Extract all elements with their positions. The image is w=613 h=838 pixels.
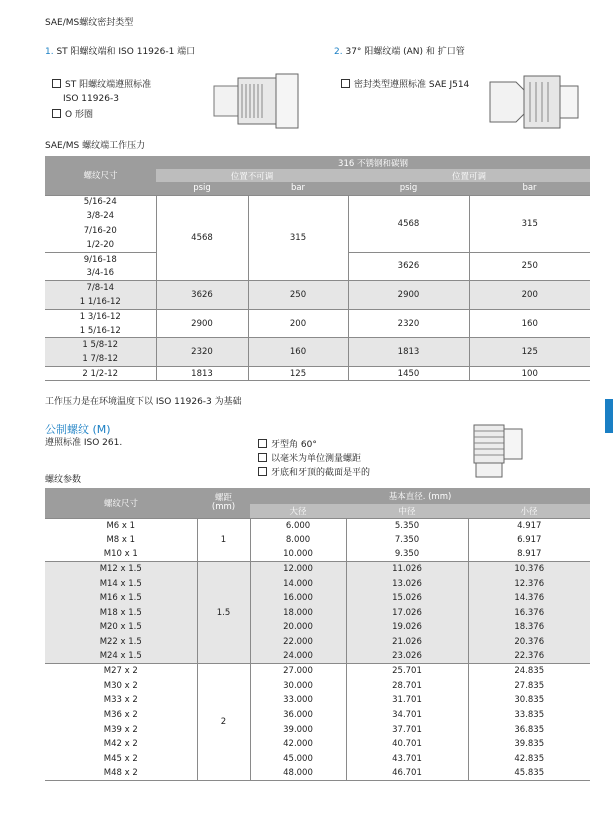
col-header-basic-diameter: 基本直径. (mm) bbox=[250, 488, 590, 504]
col-header-psig: psig bbox=[348, 182, 469, 195]
table-row: M36 x 2 36.000 34.701 33.835 bbox=[45, 708, 590, 723]
table-row: M42 x 2 42.000 40.701 39.835 bbox=[45, 737, 590, 752]
checkbox-icon bbox=[258, 467, 267, 476]
pitch-group-cell: 1 bbox=[197, 518, 250, 562]
params-title: 螺纹参数 bbox=[45, 475, 82, 485]
metric-fitting-illustration-icon bbox=[470, 423, 526, 479]
pressure-note: 工作压力是在环境温度下以 ISO 11926-3 为基础 bbox=[45, 397, 242, 407]
table-row: M18 x 1.5 18.000 17.026 16.376 bbox=[45, 606, 590, 621]
table-row: M24 x 1.5 24.000 23.026 22.376 bbox=[45, 649, 590, 664]
checkbox-icon bbox=[52, 79, 61, 88]
col-header-thread: 螺纹尺寸 bbox=[45, 156, 156, 195]
section2-option: 密封类型遵照标准 SAE J514 bbox=[341, 79, 469, 91]
table-row: M22 x 1.5 22.000 21.026 20.376 bbox=[45, 635, 590, 650]
section2-heading bbox=[334, 47, 465, 58]
metric-feature-3: 牙底和牙顶的截面是平的 bbox=[258, 467, 370, 479]
col-header-bar: bar bbox=[248, 182, 348, 195]
table-row: 3/8-24 bbox=[86, 211, 115, 222]
metric-thread-table bbox=[45, 488, 590, 781]
section1-option-1-sub: ISO 11926-3 bbox=[63, 94, 119, 104]
table-row: 1 5/16-12 bbox=[79, 325, 121, 336]
metric-title: 公制螺纹 (M) bbox=[45, 423, 111, 436]
pressure-table-title: SAE/MS 螺纹端工作压力 bbox=[45, 141, 146, 151]
table-row: 1 7/8-12 bbox=[45, 352, 590, 366]
table-row: 3/4-16 bbox=[86, 268, 115, 279]
metric-feature-1: 牙型角 60° bbox=[258, 439, 317, 451]
col-header-pitch-diameter: 中径 bbox=[346, 504, 468, 518]
metric-feature-2: 以毫米为单位测量螺距 bbox=[258, 453, 361, 465]
table-row: M12 x 1.5 1.5 12.000 11.026 10.376 bbox=[45, 562, 590, 577]
col-header-bar: bar bbox=[469, 182, 590, 195]
col-header-adjustable: 位置可调 bbox=[348, 169, 590, 182]
table-row: 7/8-14 3626 250 2900 200 bbox=[45, 281, 590, 295]
table-row: 1 3/16-12 2900 200 2320 160 bbox=[45, 309, 590, 323]
col-header-minor: 小径 bbox=[468, 504, 590, 518]
section1-number: 1. bbox=[45, 47, 54, 57]
table-row: M45 x 2 45.000 43.701 42.835 bbox=[45, 752, 590, 767]
table-row: M6 x 1 1 6.000 5.350 4.917 bbox=[45, 518, 590, 533]
col-header-pitch: 螺距 (mm) bbox=[197, 488, 250, 518]
section2-title: 37° 阳螺纹端 (AN) 和 扩口管 bbox=[345, 47, 465, 57]
section2-number: 2. bbox=[334, 47, 343, 57]
section1-option-2: O 形圈 bbox=[52, 109, 93, 121]
section1-heading bbox=[45, 47, 195, 58]
table-row: 5/16-24 4568 315 4568 315 bbox=[45, 195, 590, 209]
checkbox-icon bbox=[341, 79, 350, 88]
pitch-group-cell: 1.5 bbox=[197, 562, 250, 664]
checkbox-icon bbox=[258, 453, 267, 462]
table-row: 9/16-18 3626 250 bbox=[45, 252, 590, 266]
flare-fitting-illustration-icon bbox=[488, 70, 580, 134]
checkbox-icon bbox=[52, 109, 61, 118]
table-row: M8 x 1 8.000 7.350 6.917 bbox=[45, 533, 590, 548]
checkbox-icon bbox=[258, 439, 267, 448]
page-title: SAE/MS螺纹密封类型 bbox=[45, 18, 134, 28]
metric-standard: 遵照标准 ISO 261. bbox=[45, 438, 123, 448]
table-row: M30 x 2 30.000 28.701 27.835 bbox=[45, 679, 590, 694]
table-row: M16 x 1.5 16.000 15.026 14.376 bbox=[45, 591, 590, 606]
table-row: 2 1/2-12 1813 125 1450 100 bbox=[45, 367, 590, 381]
st-fitting-illustration-icon bbox=[212, 70, 302, 132]
table-row: M10 x 1 10.000 9.350 8.917 bbox=[45, 547, 590, 562]
table-row: M27 x 2 2 27.000 25.701 24.835 bbox=[45, 664, 590, 679]
table-row: M33 x 2 33.000 31.701 30.835 bbox=[45, 693, 590, 708]
side-tab-marker bbox=[605, 399, 613, 433]
col-header-fixed: 位置不可调 bbox=[156, 169, 348, 182]
table-row: M20 x 1.5 20.000 19.026 18.376 bbox=[45, 620, 590, 635]
pressure-table bbox=[45, 156, 590, 381]
col-header-major: 大径 bbox=[250, 504, 346, 518]
section1-title: ST 阳螺纹端和 ISO 11926-1 端口 bbox=[56, 47, 196, 57]
section1-option-1: ST 阳螺纹端遵照标准 bbox=[52, 79, 151, 91]
col-header-size: 螺纹尺寸 bbox=[45, 488, 197, 518]
table-row: 1 1/16-12 bbox=[45, 295, 590, 309]
table-row: 7/16-20 bbox=[83, 225, 117, 236]
col-header-material: 316 不锈钢和碳钢 bbox=[156, 156, 590, 169]
table-row: M39 x 2 39.000 37.701 36.835 bbox=[45, 722, 590, 737]
table-row: 1/2-20 bbox=[86, 239, 115, 250]
table-row: M14 x 1.5 14.000 13.026 12.376 bbox=[45, 576, 590, 591]
table-row: 1 5/8-12 2320 160 1813 125 bbox=[45, 338, 590, 352]
col-header-psig: psig bbox=[156, 182, 248, 195]
table-row: M48 x 2 48.000 46.701 45.835 bbox=[45, 766, 590, 781]
pitch-group-cell: 2 bbox=[197, 664, 250, 781]
